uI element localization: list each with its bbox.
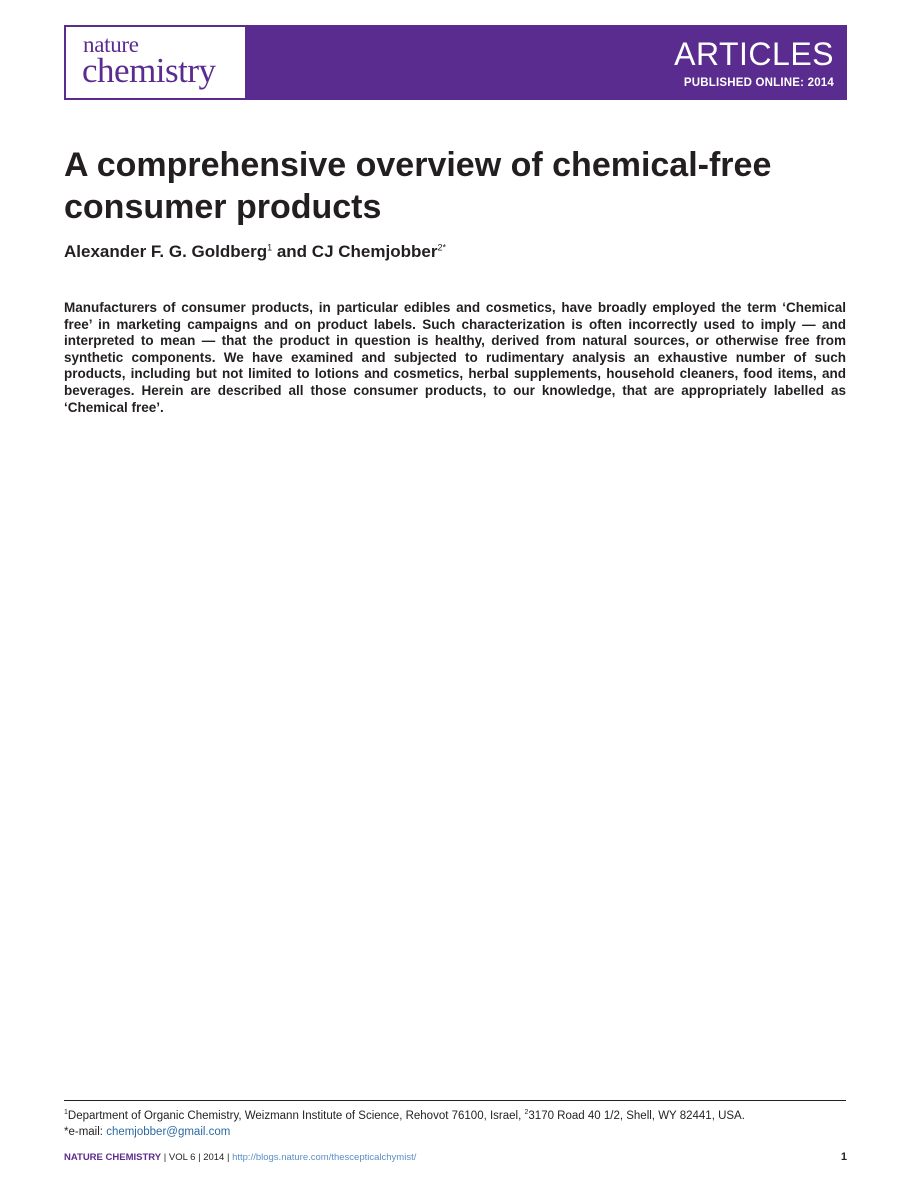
footnotes [64, 1105, 854, 1140]
footer-url-link[interactable]: http://blogs.nature.com/thescepticalchymist/ [232, 1152, 417, 1163]
affiliation-1: Department of Organic Chemistry, Weizmann Institute of Science, Rehovot 76100, Israel, [67, 1109, 525, 1122]
footnote-divider [64, 1100, 846, 1101]
affiliation-2: 3170 Road 40 1/2, Shell, WY 82441, USA. [528, 1109, 745, 1122]
affiliation-mark: 1 [64, 1109, 68, 1116]
affiliation-mark: 2 [524, 1109, 529, 1116]
article-title: A comprehensive overview of chemical-free consumer products [64, 146, 772, 226]
section-label: ARTICLES [674, 36, 834, 72]
email-label: *e-mail: [64, 1125, 107, 1138]
page-footer [64, 1152, 846, 1163]
logo-nature-text: nature [83, 32, 139, 57]
journal-logo[interactable] [66, 27, 245, 98]
journal-header-bar [64, 25, 847, 100]
footer-details: | VOL 6 | 2014 | [161, 1152, 233, 1163]
email-link[interactable]: chemjobber@gmail.com [106, 1125, 231, 1138]
published-date: PUBLISHED ONLINE: 2014 [683, 77, 834, 89]
email-line [64, 1124, 854, 1140]
affiliations-line [64, 1105, 854, 1124]
affiliation-mark: 1 [267, 242, 273, 253]
affiliation-mark: 2* [437, 242, 446, 253]
footer-journal-name: NATURE CHEMISTRY [64, 1152, 162, 1163]
author-connector: and [272, 242, 312, 261]
author-list [64, 242, 446, 262]
author-name: Alexander F. G. Goldberg [64, 242, 268, 261]
page-number: 1 [840, 1151, 847, 1163]
logo-chemistry-text: chemistry [82, 51, 216, 90]
author-name: CJ Chemjobber [311, 242, 438, 261]
abstract: Manufacturers of consumer products, in particular edibles and cosmetics, have broadly employed the term ‘Chemical free’ in marketing campaigns and on product labels. Such characterization is often incorrectly used to imply — and interpreted to mean — that the product in question is healthy, derived from natural sources, or otherwise free from synthetic components. We have examined and subjected to rudimentary analysis an exhaustive number of such products, including but not limited to lotions and cosmetics, herbal supplements, household cleaners, food items, and beverages. Herein are described all those consumer products, to our knowledge, that are appropriately labelled as ‘Chemical free’. [64, 300, 846, 415]
